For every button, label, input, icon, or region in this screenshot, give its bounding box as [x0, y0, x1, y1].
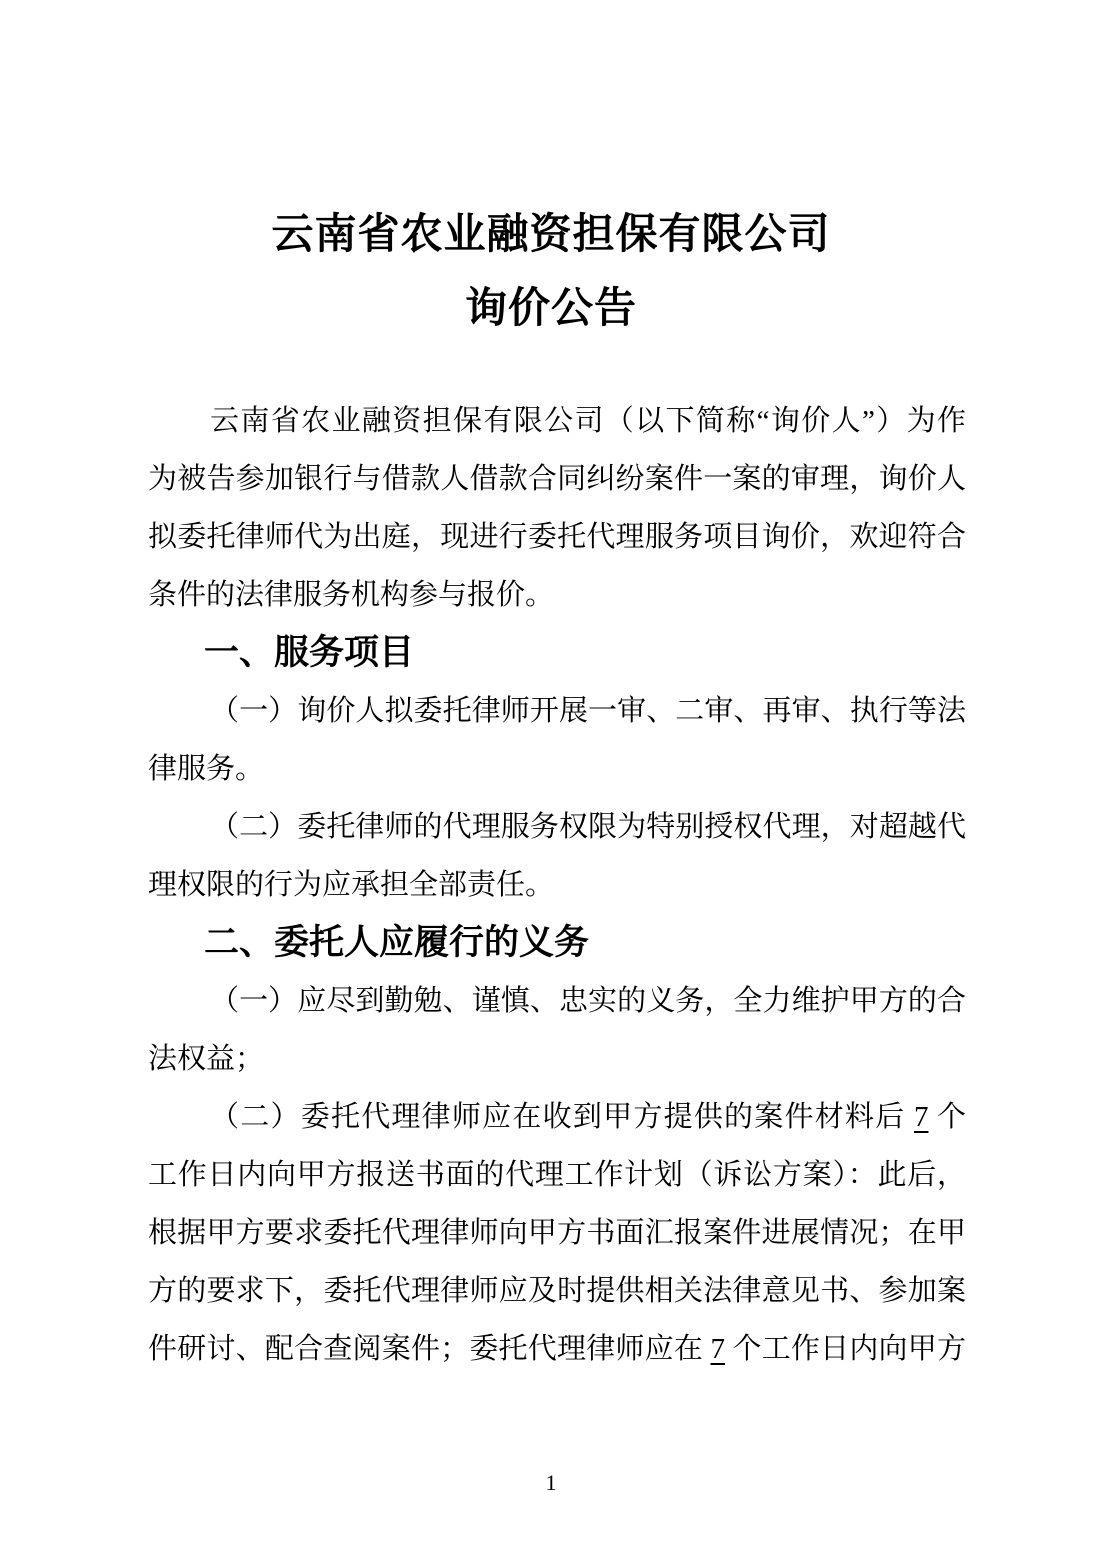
- paragraph-5-line-4: 方的要求下，委托代理律师应及时提供相关法律意见书、参加案: [148, 1275, 966, 1307]
- paragraph-5-line-5-text-end: 个工作日内向甲方: [725, 1333, 966, 1365]
- paragraph-5-line-3: 根据甲方要求委托代理律师向甲方书面汇报案件进展情况；在甲: [148, 1217, 966, 1249]
- paragraph-4-line-1: （一）应尽到勤勉、谨慎、忠实的义务，全力维护甲方的合: [210, 985, 966, 1017]
- paragraph-5-line-1: [148, 1088, 966, 1146]
- paragraph-2-line-2: 律服务。: [148, 753, 265, 785]
- paragraph-5-line-1-text-end: 个: [928, 1101, 966, 1133]
- paragraph-3-line-2: 理权限的行为应承担全部责任。: [148, 869, 555, 901]
- section-heading-1: 一、服务项目: [204, 633, 415, 672]
- document-title-line-1: 云南省农业融资担保有限公司: [271, 210, 831, 257]
- paragraph-3-line-1: （二）委托律师的代理服务权限为特别授权代理，对超越代: [210, 811, 966, 843]
- paragraph-1-line-3: 拟委托律师代为出庭，现进行委托代理服务项目询价，欢迎符合: [148, 521, 966, 553]
- paragraph-5-line-5: [148, 1320, 966, 1378]
- paragraph-1-line-2: 为被告参加银行与借款人借款合同纠纷案件一案的审理，询价人: [148, 463, 966, 495]
- document-title-line-2: 询价公告: [464, 284, 637, 331]
- paragraph-5-line-5-text: 件研讨、配合查阅案件；委托代理律师应在: [148, 1333, 711, 1365]
- page-number: 1: [545, 1470, 557, 1495]
- paragraph-1-line-1: 云南省农业融资担保有限公司（以下简称“询价人”）为作: [210, 405, 966, 437]
- paragraph-2-line-1: （一）询价人拟委托律师开展一审、二审、再审、执行等法: [210, 695, 966, 727]
- document-body: [148, 392, 966, 1378]
- paragraph-5-line-2: 工作日内向甲方报送书面的代理工作计划（诉讼方案）：此后，: [148, 1159, 966, 1191]
- paragraph-1-line-4: 条件的法律服务机构参与报价。: [148, 579, 555, 611]
- document-title: [0, 0, 1102, 345]
- page-footer: [0, 1469, 1102, 1497]
- underlined-number-7-second: 7: [710, 1333, 726, 1365]
- paragraph-5-line-1-text: （二）委托代理律师应在收到甲方提供的案件材料后: [210, 1101, 914, 1133]
- section-heading-2: 二、委托人应履行的义务: [204, 923, 590, 962]
- underlined-number-7-first: 7: [913, 1101, 929, 1133]
- paragraph-4-line-2: 法权益；: [148, 1043, 265, 1075]
